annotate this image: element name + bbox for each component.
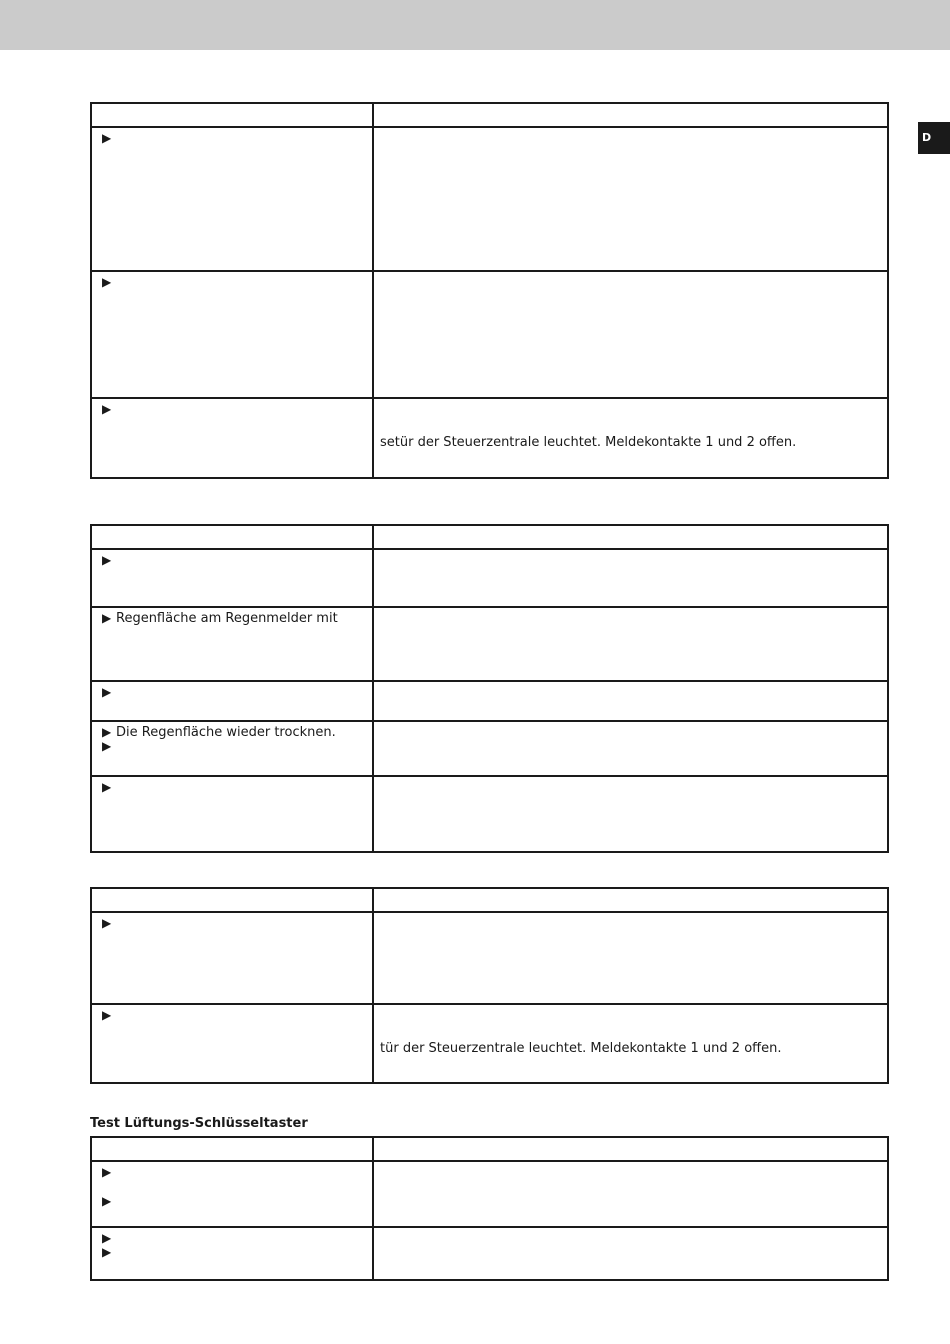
table-row xyxy=(91,912,888,1004)
arrow-icon: ▶ xyxy=(102,131,112,145)
action-cell xyxy=(91,398,373,478)
step-item xyxy=(92,1005,372,1022)
header-cell-action xyxy=(91,103,373,127)
arrow-icon: ▶ xyxy=(102,725,112,739)
result-cell xyxy=(373,912,888,1004)
header-cell-result xyxy=(373,103,888,127)
result-cell xyxy=(373,607,888,681)
result-cell: tür der Steuerzentrale leuchtet. Meldekontakte 1 und 2 offen. xyxy=(373,1004,888,1083)
arrow-icon: ▶ xyxy=(102,916,112,930)
table-row xyxy=(91,776,888,852)
test-table-1 xyxy=(90,102,889,479)
table-row xyxy=(91,1004,888,1083)
arrow-icon: ▶ xyxy=(102,780,112,794)
action-cell xyxy=(91,1227,373,1280)
table-row xyxy=(91,271,888,398)
table-row xyxy=(91,721,888,776)
result-cell xyxy=(373,549,888,607)
table-row xyxy=(91,1161,888,1227)
arrow-icon: ▶ xyxy=(102,1194,112,1208)
action-cell xyxy=(91,271,373,398)
step-item xyxy=(92,913,372,930)
result-cell xyxy=(373,1161,888,1227)
result-cell xyxy=(373,721,888,776)
step-item: ▶ Die Regenfläche wieder trocknen. xyxy=(102,725,336,740)
step-item xyxy=(92,1245,372,1259)
step-item xyxy=(92,550,372,567)
table-header-row xyxy=(91,1137,888,1161)
result-cell xyxy=(373,1227,888,1280)
step-item xyxy=(92,1228,372,1245)
step-item xyxy=(92,1162,372,1179)
step-item xyxy=(92,399,372,416)
action-cell xyxy=(91,1004,373,1083)
action-cell xyxy=(91,1161,373,1227)
step-item xyxy=(92,777,372,794)
action-cell xyxy=(91,607,373,681)
header-cell-action xyxy=(91,525,373,549)
step-item xyxy=(92,682,372,699)
table-row xyxy=(91,681,888,721)
test-table-4 xyxy=(90,1136,889,1281)
action-cell xyxy=(91,127,373,271)
step-item xyxy=(92,128,372,145)
step-item xyxy=(92,272,372,289)
step-item xyxy=(92,739,372,753)
step-item xyxy=(92,1179,372,1208)
action-cell xyxy=(91,912,373,1004)
language-tab: D xyxy=(918,122,950,154)
arrow-icon: ▶ xyxy=(102,553,112,567)
arrow-icon: ▶ xyxy=(102,275,112,289)
header-cell-result xyxy=(373,888,888,912)
arrow-icon: ▶ xyxy=(102,685,112,699)
action-cell xyxy=(91,549,373,607)
header-cell-result xyxy=(373,525,888,549)
action-cell xyxy=(91,681,373,721)
header-bar xyxy=(0,0,950,50)
table-header-row xyxy=(91,103,888,127)
section-title: Test Lüftungs-Schlüsseltaster xyxy=(90,1116,308,1131)
arrow-icon: ▶ xyxy=(102,1231,112,1245)
arrow-icon: ▶ xyxy=(102,611,112,625)
header-cell-action xyxy=(91,1137,373,1161)
action-cell xyxy=(91,776,373,852)
test-table-3 xyxy=(90,887,889,1084)
action-cell xyxy=(91,721,373,776)
result-cell xyxy=(373,127,888,271)
arrow-icon: ▶ xyxy=(102,1008,112,1022)
result-cell: setür der Steuerzentrale leuchtet. Meldekontakte 1 und 2 offen. xyxy=(373,398,888,478)
table-row xyxy=(91,398,888,478)
step-item: ▶ Regenfläche am Regenmelder mit xyxy=(102,611,338,626)
table-header-row xyxy=(91,525,888,549)
header-cell-action xyxy=(91,888,373,912)
arrow-icon: ▶ xyxy=(102,402,112,416)
header-cell-result xyxy=(373,1137,888,1161)
table-row xyxy=(91,1227,888,1280)
result-cell xyxy=(373,776,888,852)
table-row xyxy=(91,127,888,271)
test-table-2 xyxy=(90,524,889,853)
arrow-icon: ▶ xyxy=(102,1165,112,1179)
arrow-icon: ▶ xyxy=(102,1245,112,1259)
table-row xyxy=(91,607,888,681)
table-header-row xyxy=(91,888,888,912)
result-cell xyxy=(373,681,888,721)
result-cell xyxy=(373,271,888,398)
table-row xyxy=(91,549,888,607)
arrow-icon: ▶ xyxy=(102,739,112,753)
